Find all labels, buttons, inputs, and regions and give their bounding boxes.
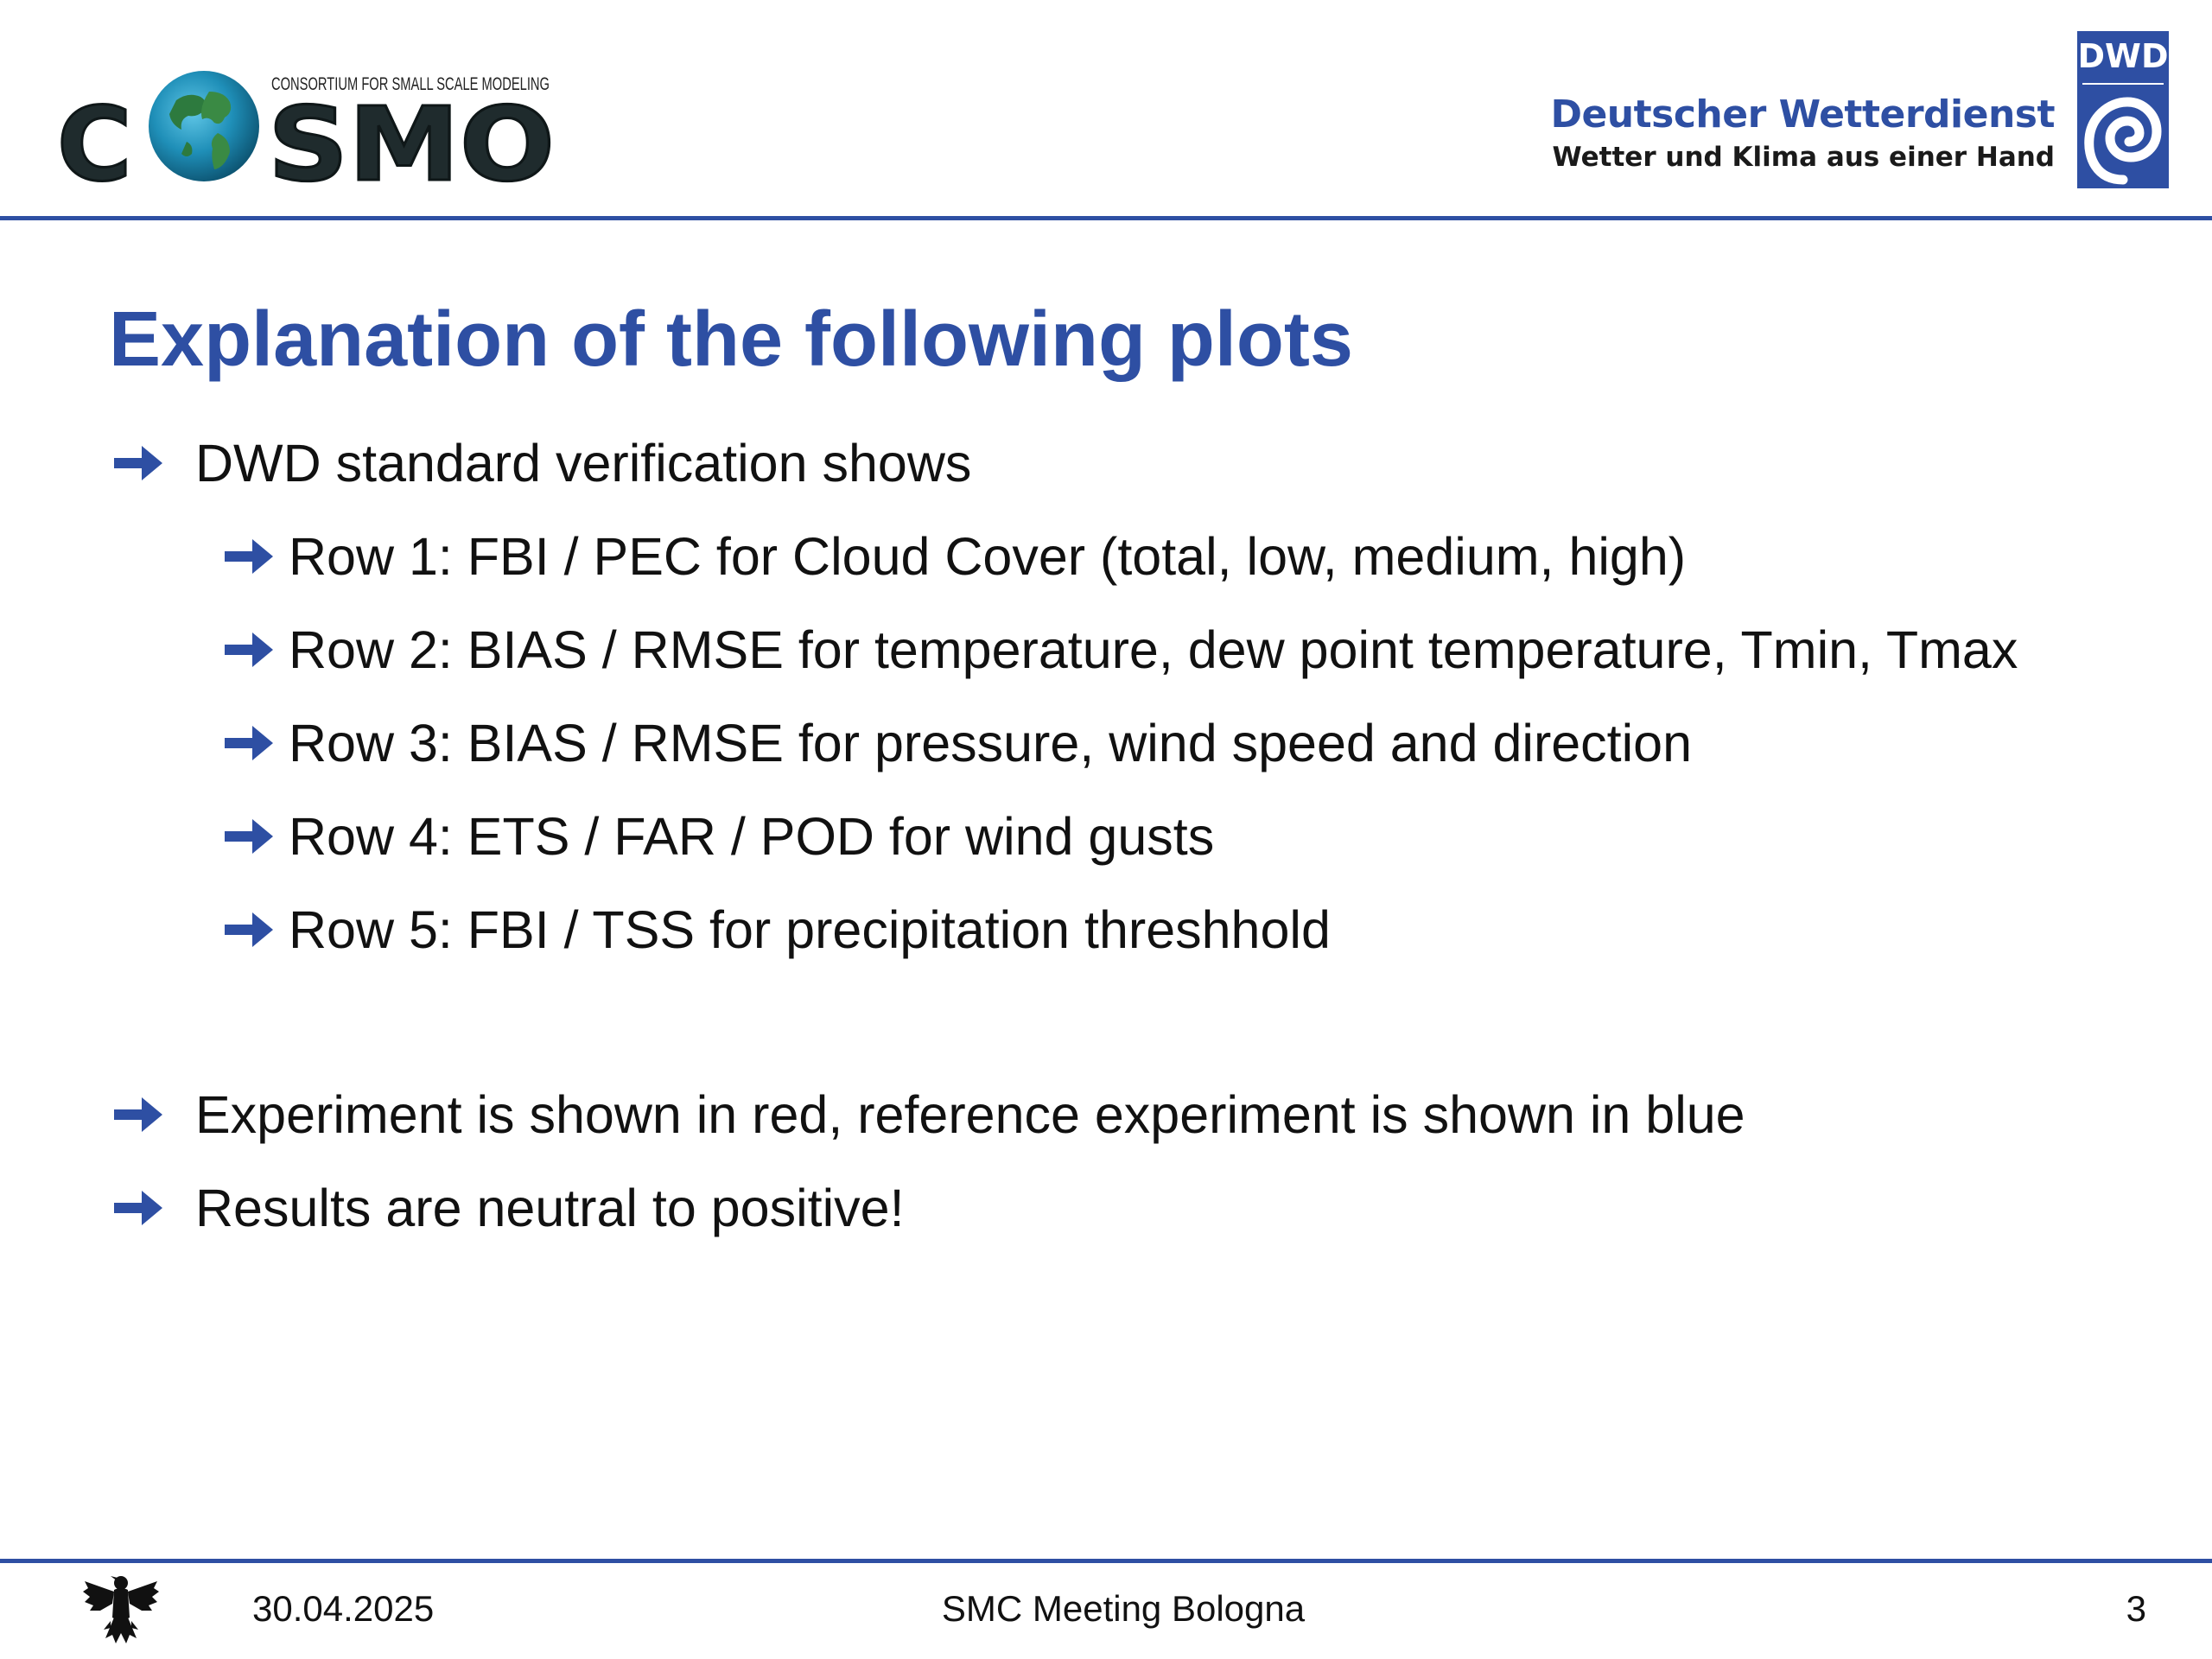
bullet-text: Results are neutral to positive! (195, 1179, 905, 1237)
cosmo-tagline: CONSORTIUM FOR SMALL SCALE MODELING (271, 74, 550, 94)
footer-divider (0, 1559, 2212, 1563)
cosmo-letters-smo: SMO (268, 85, 555, 187)
sub-bullet-item (223, 802, 1214, 871)
dwd-abbrev: DWD (2077, 37, 2169, 75)
sub-bullet-text: Row 4: ETS / FAR / POD for wind gusts (289, 807, 1215, 866)
dwd-logo (1550, 31, 2169, 191)
dwd-slogan: Wetter und Klima aus einer Hand (1552, 142, 2055, 173)
arrow-right-icon (223, 816, 275, 857)
arrow-right-icon (223, 629, 275, 671)
sub-bullet-text: Row 3: BIAS / RMSE for pressure, wind speed and direction (289, 714, 1693, 772)
sub-bullet-text: Row 5: FBI / TSS for precipitation threshhold (289, 900, 1331, 959)
arrow-right-icon (223, 722, 275, 764)
footer-date: 30.04.2025 (252, 1588, 435, 1629)
bullet-item (112, 1173, 905, 1243)
bullet-item (112, 429, 971, 498)
dwd-swirl-icon (2077, 31, 2169, 188)
header-divider (0, 216, 2212, 220)
bullet-text: Experiment is shown in red, reference experiment is shown in blue (195, 1085, 1745, 1144)
slide-title: Explanation of the following plots (109, 296, 1353, 383)
footer-event: SMC Meeting Bologna (941, 1588, 1306, 1629)
arrow-right-icon (223, 909, 275, 950)
dwd-text (1550, 93, 2055, 175)
dwd-name: Deutscher Wetterdienst (1550, 92, 2055, 137)
cosmo-letter-c: C (57, 85, 132, 187)
bullet-item (112, 1080, 1745, 1149)
arrow-right-icon (112, 1094, 164, 1135)
arrow-right-icon (223, 536, 275, 577)
globe-icon (149, 71, 259, 181)
sub-bullet-item (223, 709, 1692, 778)
sub-bullet-text: Row 2: BIAS / RMSE for temperature, dew point temperature, Tmin, Tmax (289, 620, 2018, 679)
sub-bullet-text: Row 1: FBI / PEC for Cloud Cover (total, low, medium, high) (289, 527, 1687, 586)
sub-bullet-item (223, 522, 1686, 591)
arrow-right-icon (112, 1187, 164, 1229)
bullet-text: DWD standard verification shows (195, 434, 972, 493)
page-number: 3 (2126, 1588, 2146, 1629)
cosmo-logo (57, 66, 558, 187)
sub-bullet-item (223, 895, 1331, 964)
arrow-right-icon (112, 442, 164, 484)
sub-bullet-item (223, 615, 2018, 684)
